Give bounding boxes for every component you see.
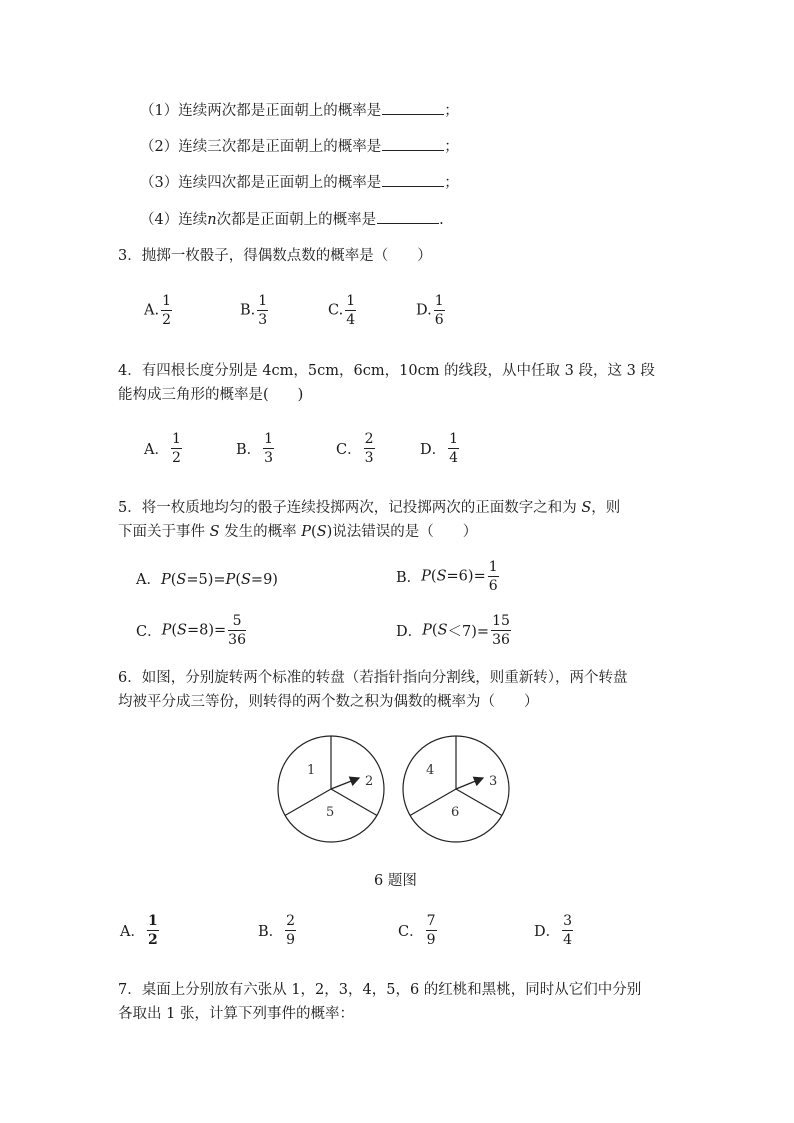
fraction-denominator: 3 <box>264 450 274 466</box>
option-label: D. <box>416 302 432 319</box>
option-text: ( <box>170 572 177 588</box>
option-label: A． <box>120 924 145 940</box>
q5-text: 下面关于事件 <box>118 524 210 540</box>
option-var: P <box>161 622 172 639</box>
option-var: S <box>176 572 187 588</box>
q2-item-2-suffix: ； <box>444 139 459 155</box>
fraction-numerator: 1 <box>346 293 356 309</box>
answer-blank[interactable] <box>382 136 444 151</box>
spinner-2-sector-1: 4 <box>426 763 435 778</box>
fraction-numerator: 2 <box>364 431 374 447</box>
spinner-2-sector-3: 6 <box>451 805 460 820</box>
q5-var: P <box>301 524 312 540</box>
fraction-numerator: 1 <box>434 293 444 309</box>
q2-item-3-suffix: ； <box>444 175 459 191</box>
fraction-denominator: 6 <box>434 312 444 328</box>
q3-option-a[interactable] <box>144 294 172 327</box>
option-label: C． <box>336 442 362 458</box>
option-label: C． <box>398 924 424 940</box>
q5-stem-line2 <box>118 522 477 542</box>
spinner-1 <box>278 736 384 842</box>
option-var: S <box>437 622 448 639</box>
q2-item-4-suffix: . <box>439 212 444 228</box>
q4-option-a[interactable] <box>144 432 182 465</box>
q5-var: S <box>316 524 327 540</box>
option-text: ( <box>430 568 437 585</box>
q2-item-4-text-a: （4）连续 <box>140 212 208 228</box>
fraction-numerator: 3 <box>563 913 573 929</box>
fraction-numerator: 1 <box>162 293 172 309</box>
q3-stem: 3．抛掷一枚骰子，得偶数点数的概率是（ ） <box>118 248 432 264</box>
option-var: P <box>160 572 171 588</box>
option-label: D． <box>534 924 561 940</box>
q4-option-c[interactable] <box>336 432 375 465</box>
q2-item-2-text: （2）连续三次都是正面朝上的概率是 <box>140 139 382 155</box>
fraction-denominator: 4 <box>563 932 573 948</box>
option-label: A． <box>136 572 161 588</box>
q5-text: ( <box>311 524 317 540</box>
q5-option-a[interactable] <box>136 568 278 589</box>
spinners-figure <box>276 734 516 854</box>
q2-item-4-var: n <box>207 212 217 228</box>
q6-option-d[interactable] <box>534 914 573 947</box>
option-text: ( <box>235 572 241 588</box>
option-label: D． <box>396 624 423 640</box>
q5-option-c[interactable] <box>136 614 246 647</box>
option-text: =9) <box>250 572 278 588</box>
option-var: P <box>421 568 431 585</box>
fraction-denominator: 2 <box>171 450 181 466</box>
option-label: A． <box>144 442 169 458</box>
fraction-denominator: 2 <box>162 312 172 328</box>
option-var: P <box>225 572 236 588</box>
q2-item-3 <box>140 172 459 193</box>
spinner-1-sector-1: 1 <box>307 763 316 778</box>
answer-blank[interactable] <box>382 100 444 115</box>
figure-caption: 6 题图 <box>374 873 417 889</box>
fraction-denominator: 9 <box>286 932 296 948</box>
q2-item-1 <box>140 100 459 121</box>
q5-text: 5．将一枚质地均匀的骰子连续投掷两次，记投掷两次的正面数字之和为 <box>118 500 582 516</box>
fraction-numerator: 15 <box>492 613 510 629</box>
option-label: B． <box>396 570 422 586</box>
q3-option-d[interactable] <box>416 294 445 327</box>
answer-blank[interactable] <box>377 209 439 224</box>
option-label: B． <box>236 442 262 458</box>
option-text: =8)= <box>186 622 227 639</box>
option-label: A. <box>144 302 160 319</box>
option-label: C. <box>328 302 344 319</box>
fraction-denominator: 36 <box>228 632 246 648</box>
q5-stem-line1 <box>118 498 620 518</box>
option-label: D． <box>420 442 447 458</box>
q6-option-c[interactable] <box>398 914 437 947</box>
fraction-denominator: 9 <box>426 932 436 948</box>
answer-blank[interactable] <box>382 172 444 187</box>
fraction-numerator: 2 <box>286 913 296 929</box>
q4-stem-line1: 4．有四根长度分别是 4cm，5cm，6cm，10cm 的线段，从中任取 3 段，这 3 段 <box>118 363 655 379</box>
option-text: ( <box>431 622 438 639</box>
q5-var: S <box>581 500 592 516</box>
q5-var: S <box>209 524 220 540</box>
fraction-numerator: 1 <box>488 559 498 575</box>
pointer-arrow-icon <box>456 778 483 789</box>
option-var: P <box>422 622 432 639</box>
q2-item-4-text-b: 次都是正面朝上的概率是 <box>216 212 377 228</box>
q6-stem-line1: 6．如图，分别旋转两个标准的转盘（若指针指向分割线，则重新转），两个转盘 <box>118 670 628 686</box>
option-text: ( <box>171 622 178 639</box>
q2-item-2 <box>140 136 459 157</box>
spinner-2-sector-2: 3 <box>489 774 498 789</box>
option-var: S <box>177 622 187 639</box>
q4-option-b[interactable] <box>236 432 274 465</box>
option-label: C． <box>136 624 162 640</box>
q6-option-a[interactable] <box>120 914 159 947</box>
fraction-denominator: 6 <box>488 578 498 594</box>
fraction-numerator: 1 <box>258 293 268 309</box>
spinner-1-sector-2: 2 <box>365 774 374 789</box>
fraction-denominator: 3 <box>364 450 374 466</box>
q5-text: ，则 <box>591 500 621 516</box>
option-text: =6)= <box>446 568 486 585</box>
spinner-1-sector-3: 5 <box>326 805 335 820</box>
q5-text: 发生的概率 <box>219 524 302 540</box>
q4-stem-line2: 能构成三角形的概率是( ) <box>118 387 304 403</box>
fraction-numerator: 1 <box>449 431 459 447</box>
q6-stem-line2: 均被平分成三等份，则转得的两个数之积为偶数的概率为（ ） <box>118 694 539 710</box>
fraction-denominator: 4 <box>346 312 356 328</box>
option-var: S <box>240 572 251 588</box>
fraction-denominator: 36 <box>492 632 510 648</box>
spinner-2 <box>403 736 509 842</box>
q7-stem-line2: 各取出 1 张，计算下列事件的概率： <box>118 1006 354 1022</box>
q2-item-1-text: （1）连续两次都是正面朝上的概率是 <box>140 103 382 119</box>
q5-text: )说法错误的是（ ） <box>326 524 478 540</box>
fraction-numerator: 7 <box>426 913 436 929</box>
fraction-numerator: 1 <box>171 431 181 447</box>
q2-item-4 <box>140 209 444 230</box>
q7-stem-line1: 7．桌面上分别放有六张从 1，2，3，4，5，6 的红桃和黑桃，同时从它们中分别 <box>118 982 642 998</box>
q5-option-b[interactable] <box>396 560 499 593</box>
option-text: ＜7)= <box>447 624 490 640</box>
q3-option-c[interactable] <box>328 294 356 327</box>
fraction-denominator: 3 <box>258 312 268 328</box>
q6-option-b[interactable] <box>258 914 296 947</box>
q3-option-b[interactable] <box>240 294 268 327</box>
option-label: B． <box>258 924 284 940</box>
option-label: B. <box>240 302 256 319</box>
q2-item-1-suffix: ； <box>444 103 459 119</box>
fraction-numerator: 1 <box>264 431 274 447</box>
option-text: =5)= <box>186 572 226 588</box>
fraction-numerator: 5 <box>228 614 246 631</box>
fraction-denominator: 4 <box>449 450 459 466</box>
fraction-numerator: 1 <box>147 913 158 929</box>
q4-option-d[interactable] <box>420 432 459 465</box>
pointer-arrow-icon <box>331 778 359 789</box>
q5-option-d[interactable] <box>396 614 511 647</box>
option-var: S <box>436 568 447 585</box>
fraction-denominator: 2 <box>147 932 158 948</box>
q2-item-3-text: （3）连续四次都是正面朝上的概率是 <box>140 175 382 191</box>
